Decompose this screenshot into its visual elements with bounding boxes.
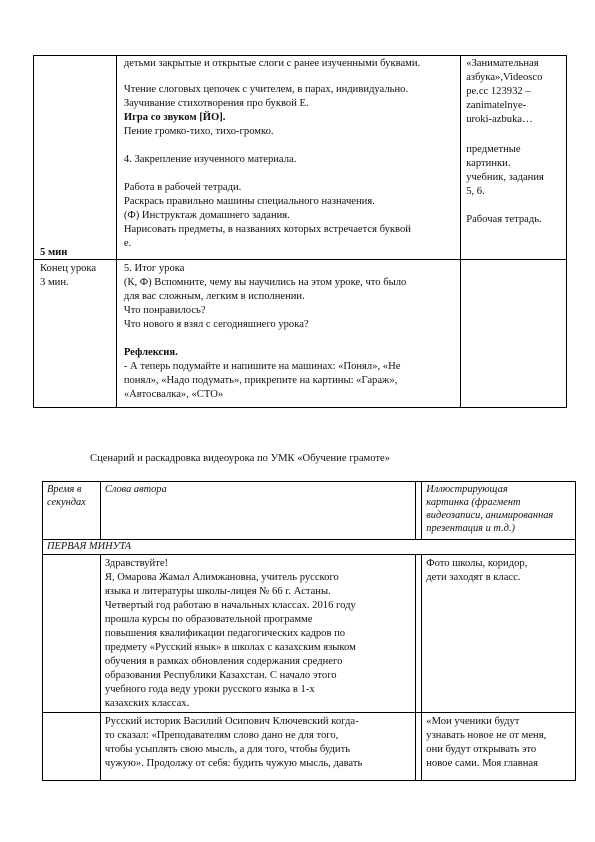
header-label: Время в: [47, 484, 82, 495]
lesson-plan-table: [33, 55, 567, 408]
text-line: предметные: [466, 144, 521, 155]
time-cell: [43, 555, 101, 713]
text-line: Рабочая тетрадь.: [466, 214, 542, 225]
text-line: они будут открывать это: [426, 744, 537, 755]
section-cell: [43, 540, 576, 555]
text-line: новое сами. Моя главная: [426, 758, 538, 769]
text-line: образования Республики Казахстан. С начало этого: [104, 670, 337, 681]
text-line: - А теперь подумайте и напишите на машинах: «Понял», «Не: [123, 361, 401, 372]
time-label: 3 мин.: [40, 277, 69, 288]
text-line: uroki-azbuka…: [466, 114, 533, 125]
header-label: картинка (фрагмент: [426, 497, 521, 508]
illustration-cell: [422, 555, 576, 713]
section-title: ПЕРВАЯ МИНУТА: [47, 541, 132, 552]
header-label: секундах: [47, 497, 86, 508]
header-label: видеозаписи, анимированная: [426, 510, 554, 521]
header-illustration: [422, 482, 576, 540]
text-line: то сказал: «Преподавателям слово дано не для того,: [104, 730, 339, 741]
time-cell: [34, 260, 117, 408]
header-words: [100, 482, 415, 540]
text-line: прошла курсы по образовательной программе: [104, 614, 313, 625]
text-line: Что понравилось?: [123, 305, 206, 316]
section-heading: Сценарий и раскадровка видеоурока по УМК «Обучение грамоте»: [90, 453, 391, 464]
text-line: Пение громко-тихо, тихо-громко.: [123, 126, 274, 137]
text-line: Я, Омарова Жамал Алимжановна, учитель русского: [104, 572, 339, 583]
table-row: [43, 555, 576, 713]
time-cell: [34, 56, 117, 260]
illustration-cell: [422, 713, 576, 781]
header-label: Иллюстрирующая: [426, 484, 508, 495]
text-line: Заучивание стихотворения про буквой Е.: [123, 98, 309, 109]
text-line: (К, Ф) Вспомните, чему вы научились на этом уроке, что было: [123, 277, 407, 288]
content-cell: [116, 56, 460, 260]
text-cell: [100, 713, 415, 781]
text-line: Русский историк Василий Осипович Ключевский когда-: [104, 716, 359, 727]
table-header-row: [43, 482, 576, 540]
subheading: Рефлексия.: [123, 347, 178, 358]
header-label: Слова автора: [104, 484, 167, 495]
text-cell: [100, 555, 415, 713]
text-line: детьми закрытые и открытые слоги с ранее изученными буквами.: [123, 58, 421, 69]
text-line: Что нового я взял с сегодняшнего урока?: [123, 319, 309, 330]
header-label: презентация и т.д.): [426, 523, 515, 534]
subheading: Игра со звуком [ЙО].: [123, 112, 226, 123]
text-line: для вас сложным, легким в исполнении.: [123, 291, 305, 302]
text-line: чтобы усыплять свою мысль, а для того, чтобы будить: [104, 744, 351, 755]
text-line: казахских классах.: [104, 698, 190, 709]
text-line: Здравствуйте!: [104, 558, 169, 569]
text-line: предмету «Русский язык» в школах с казахским языком: [104, 642, 356, 653]
text-line: чужую». Продолжу от себя: будить чужую мысль, давать: [104, 758, 363, 769]
text-line: 5. Итог урока: [123, 263, 185, 274]
time-cell: [43, 713, 101, 781]
text-line: zanimatelnye-: [466, 100, 527, 111]
text-line: Раскрась правильно машины специального назначения.: [123, 196, 375, 207]
text-line: «Мои ученики будут: [426, 716, 520, 727]
text-line: pe.cc 123932 –: [466, 86, 531, 97]
header-time: [43, 482, 101, 540]
text-line: (Ф) Инструктаж домашнего задания.: [123, 210, 290, 221]
table-row: [34, 56, 567, 260]
text-line: дети заходят в класс.: [426, 572, 521, 583]
section-row: [43, 540, 576, 555]
text-line: Нарисовать предметы, в названиях которых встречается буквой: [123, 224, 411, 235]
text-line: повышения квалификации педагогических кадров по: [104, 628, 346, 639]
text-line: учебник, задания: [466, 172, 544, 183]
table-row: [43, 713, 576, 781]
text-line: картинки.: [466, 158, 511, 169]
content-cell: [116, 260, 460, 408]
time-label: Конец урока: [40, 263, 97, 274]
text-line: «Занимательная: [466, 58, 539, 69]
text-line: Фото школы, коридор,: [426, 558, 528, 569]
text-line: обучения в рамках обновления содержания среднего: [104, 656, 343, 667]
text-line: «Автосвалка», «СТО»: [123, 389, 224, 400]
resources-cell: [461, 260, 567, 408]
table-row: [34, 260, 567, 408]
text-line: азбука»,Videosco: [466, 72, 543, 83]
text-line: Четвертый год работаю в начальных классах. 2016 году: [104, 600, 356, 611]
text-line: Работа в рабочей тетради.: [123, 182, 242, 193]
resources-cell: [461, 56, 567, 260]
text-line: Чтение слоговых цепочек с учителем, в парах, индивидуально.: [123, 84, 409, 95]
text-line: узнавать новое не от меня,: [426, 730, 547, 741]
text-line: 5, 6.: [466, 186, 485, 197]
text-line: учебного года веду уроки русского языка в 1-х: [104, 684, 315, 695]
storyboard-table: [42, 481, 576, 781]
text-line: языка и литературы школы-лицея № 66 г. Астаны.: [104, 586, 331, 597]
text-line: 4. Закрепление изученного материала.: [123, 154, 297, 165]
text-line: е.: [123, 238, 132, 249]
time-label: 5 мин: [40, 247, 68, 258]
text-line: понял», «Надо подумать», прикрепите на картины: «Гараж»,: [123, 375, 398, 386]
